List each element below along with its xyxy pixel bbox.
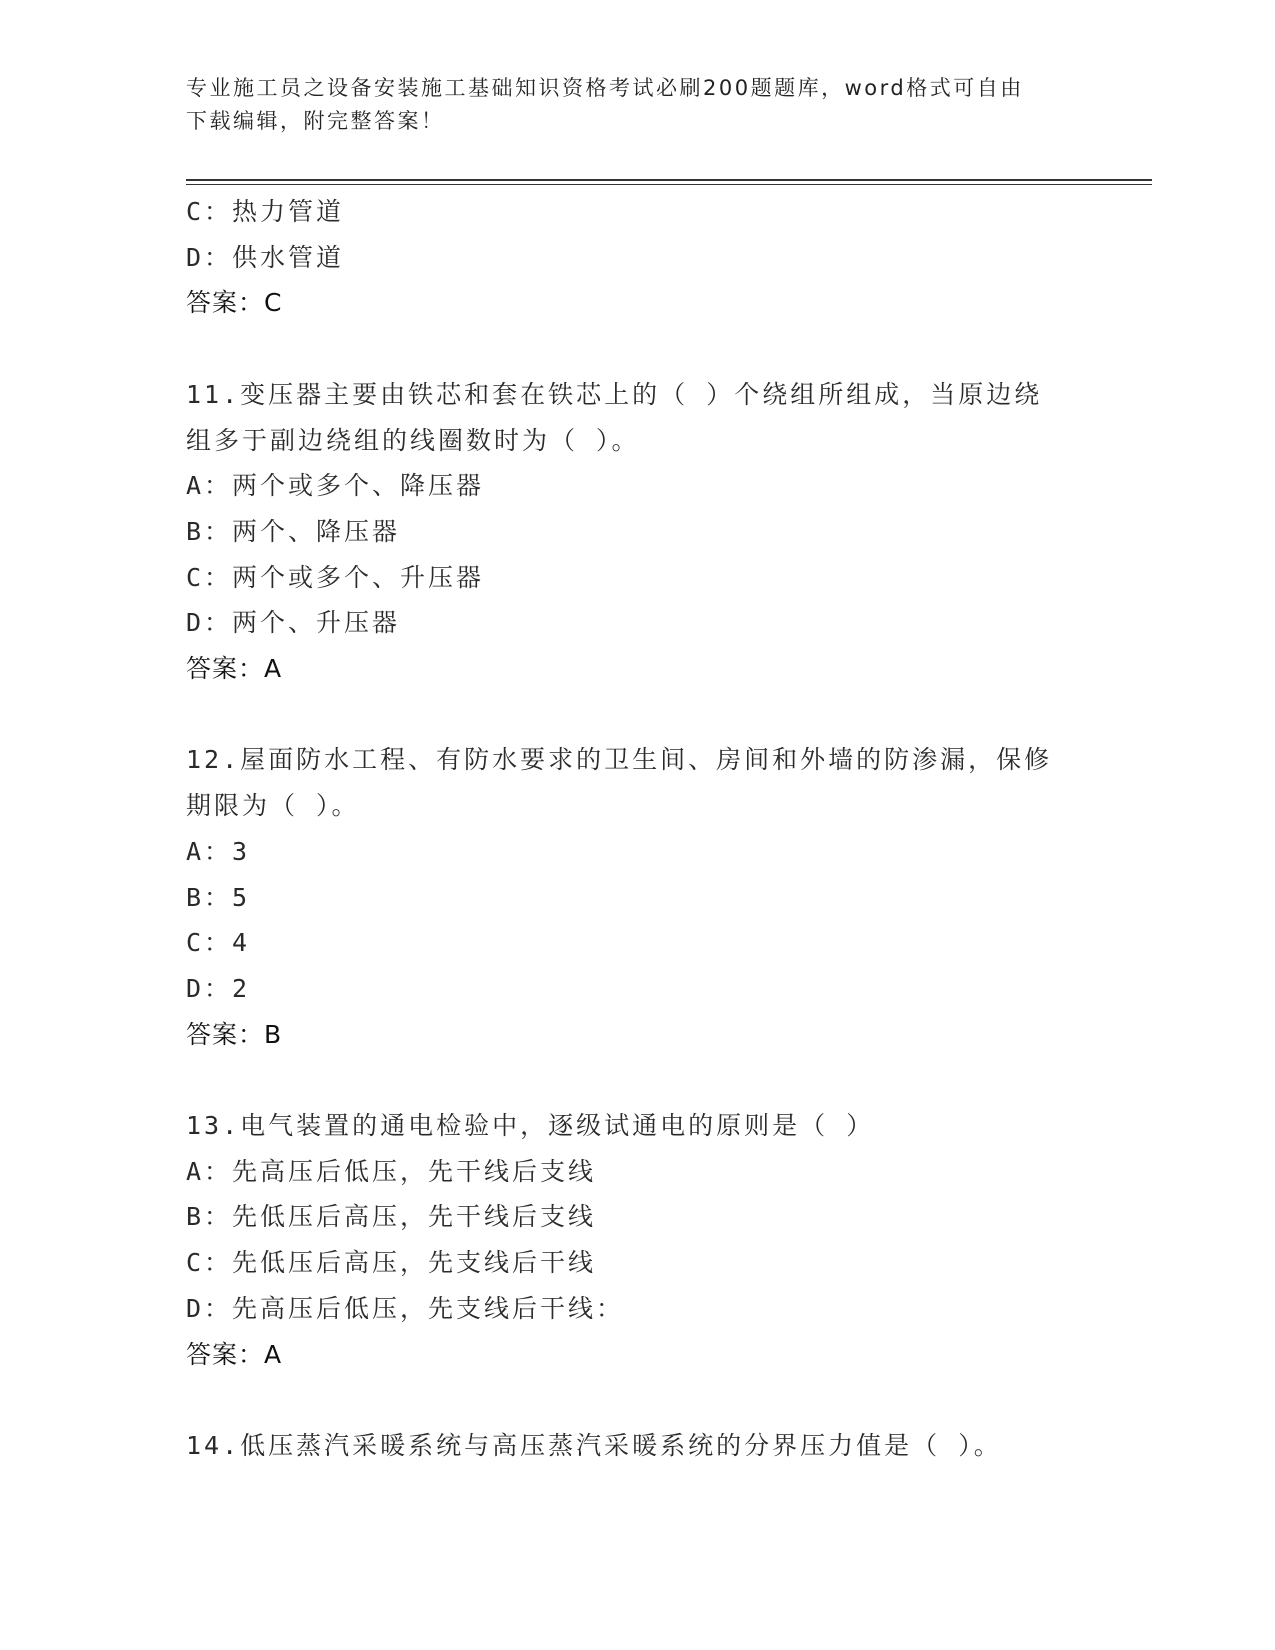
option-b: B：5 xyxy=(186,882,251,912)
option-c: C：热力管道 xyxy=(186,197,345,226)
question-12 xyxy=(186,737,1106,1057)
option-a: A：两个或多个、降压器 xyxy=(186,471,485,501)
prev-question-block xyxy=(186,189,1106,326)
option-b: B：先低压后高压，先干线后支线 xyxy=(186,1202,597,1232)
option-a: A：3 xyxy=(186,836,251,866)
question-11 xyxy=(186,372,1106,692)
question-stem: 组多于副边绕组的线圈数时为（ ）。 xyxy=(186,425,640,455)
option-d: D：先高压后低压，先支线后干线： xyxy=(186,1293,625,1323)
header-divider-thick xyxy=(186,179,1152,181)
header-line-1: 专业施工员之设备安装施工基础知识资格考试必刷200题题库，word格式可自由 xyxy=(186,76,1024,100)
question-stem: 13.电气装置的通电检验中，逐级试通电的原则是（ ） xyxy=(186,1111,875,1141)
question-stem: 14.低压蒸汽采暖系统与高压蒸汽采暖系统的分界压力值是（ ）。 xyxy=(186,1430,1002,1460)
option-d: D：供水管道 xyxy=(186,242,345,272)
answer: 答案：A xyxy=(186,1339,283,1369)
question-stem: 期限为（ ）。 xyxy=(186,791,360,821)
question-stem: 11.变压器主要由铁芯和套在铁芯上的（ ）个绕组所组成，当原边绕 xyxy=(186,379,1043,409)
answer: 答案：B xyxy=(186,1019,283,1049)
answer: 答案：A xyxy=(186,654,283,684)
header-divider-thin xyxy=(186,184,1152,185)
option-c: C：4 xyxy=(186,928,251,958)
document-body xyxy=(186,189,1106,1469)
option-b: B：两个、降压器 xyxy=(186,516,401,546)
question-13 xyxy=(186,1103,1106,1377)
question-stem: 12.屋面防水工程、有防水要求的卫生间、房间和外墙的防渗漏，保修 xyxy=(186,745,1053,775)
option-d: D：2 xyxy=(186,973,251,1003)
option-a: A：先高压后低压，先干线后支线 xyxy=(186,1156,597,1186)
document-header xyxy=(186,72,1086,138)
option-d: D：两个、升压器 xyxy=(186,608,401,638)
answer: 答案：C xyxy=(186,288,283,318)
question-14 xyxy=(186,1423,1106,1469)
header-line-2: 下载编辑，附完整答案！ xyxy=(186,109,445,133)
option-c: C：两个或多个、升压器 xyxy=(186,562,485,592)
option-c: C：先低压后高压，先支线后干线 xyxy=(186,1248,597,1278)
